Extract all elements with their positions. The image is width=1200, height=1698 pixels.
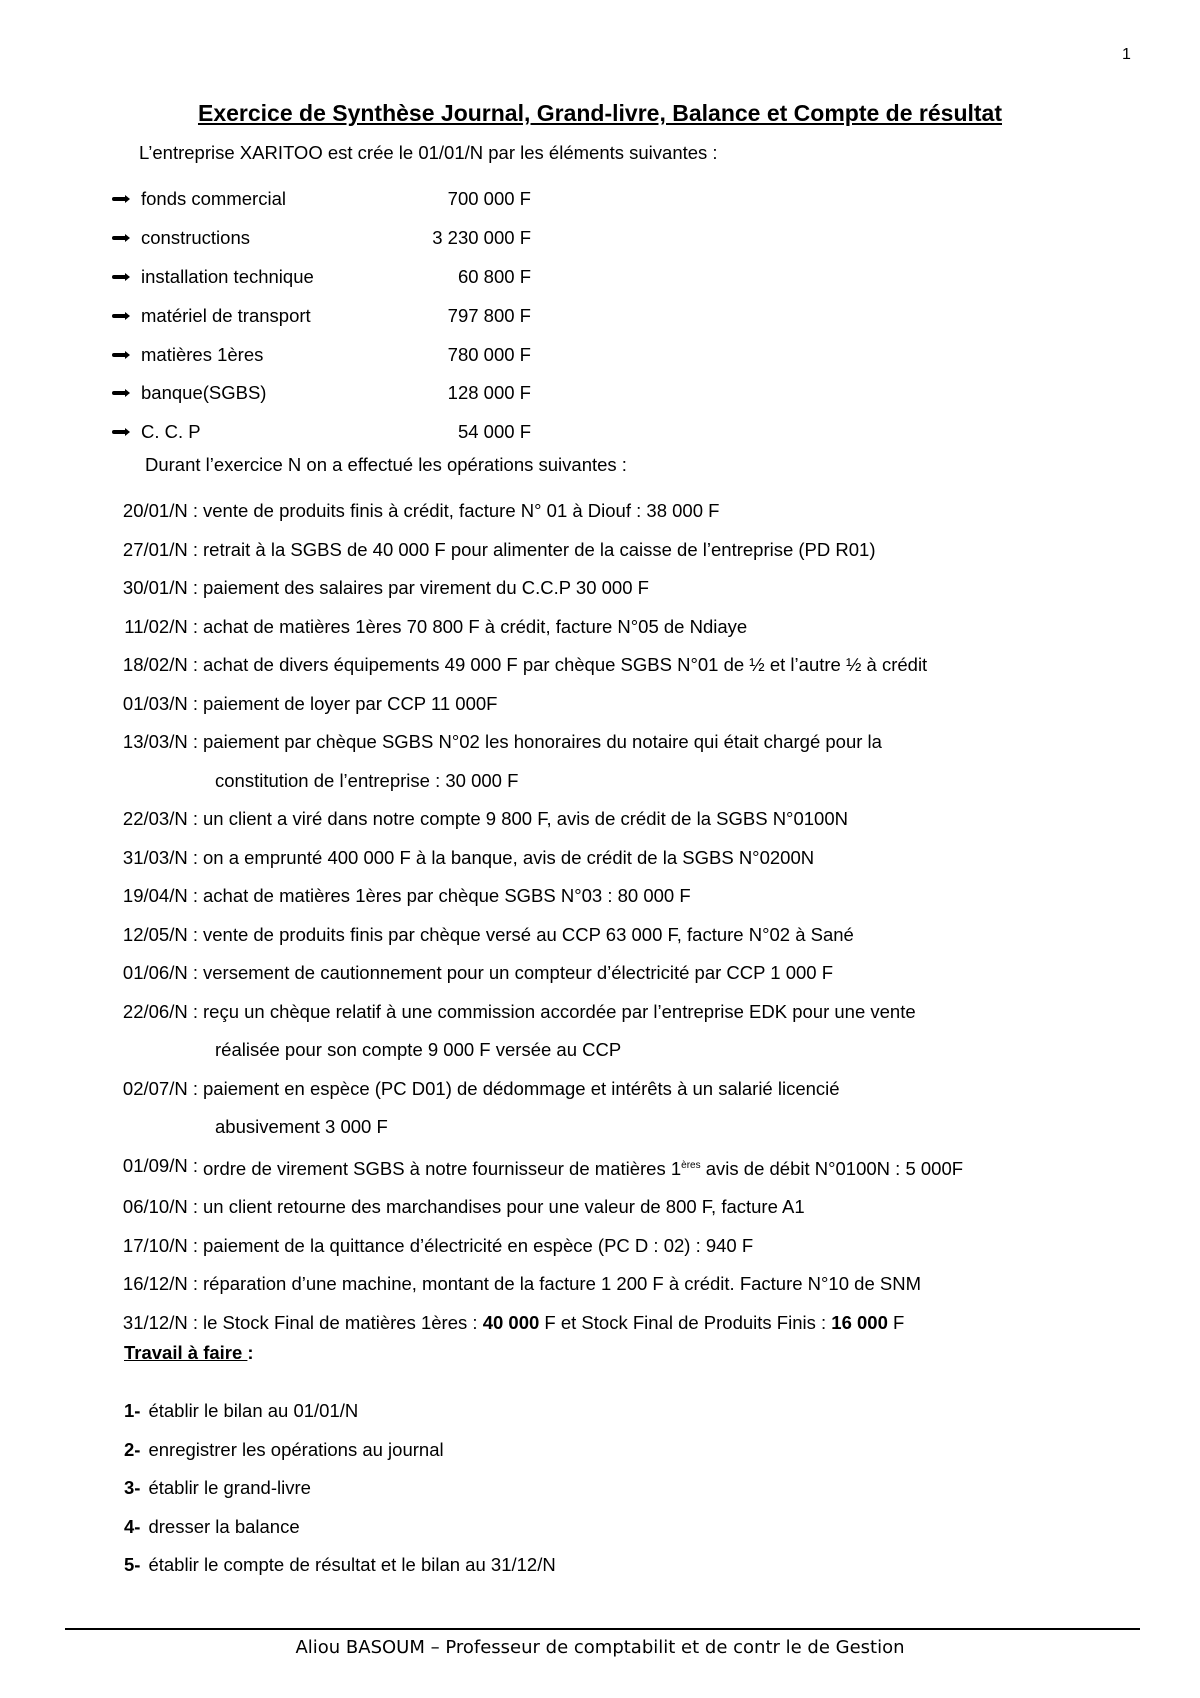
task-number: 4- bbox=[124, 1515, 141, 1537]
operation-date: 19/04/N : bbox=[122, 885, 198, 906]
list-item bbox=[112, 413, 531, 452]
operation-date: 16/12/N : bbox=[122, 1273, 198, 1295]
asset-amount: 797 800 F bbox=[447, 304, 531, 326]
arrow-bullet-icon bbox=[112, 236, 127, 240]
footer-divider bbox=[65, 1628, 1140, 1630]
asset-name: matériel de transport bbox=[141, 304, 311, 326]
list-item bbox=[124, 1546, 556, 1585]
operation-date: 12/05/N : bbox=[122, 923, 198, 945]
task-text: enregistrer les opérations au journal bbox=[148, 1438, 444, 1460]
task-number: 3- bbox=[124, 1477, 141, 1498]
operation-date: 02/07/N : bbox=[122, 1077, 198, 1099]
task-text: établir le bilan au 01/01/N bbox=[148, 1400, 359, 1421]
operation-date: 22/03/N : bbox=[122, 808, 198, 829]
operations-list bbox=[90, 492, 1133, 1342]
operation-text: versement de cautionnement pour un compteur d’électricité par CCP 1 000 F bbox=[203, 962, 834, 983]
operation-text: vente de produits finis par chèque versé au CCP 63 000 F, facture N°02 à Sané bbox=[203, 923, 854, 945]
arrow-bullet-icon bbox=[112, 353, 127, 357]
operation-text: paiement par chèque SGBS N°02 les honoraires du notaire qui était chargé pour la bbox=[203, 731, 882, 752]
task-text: dresser la balance bbox=[148, 1515, 300, 1537]
operation-text-end: avis de débit N°0100N : 5 000F bbox=[700, 1157, 964, 1179]
page-number: 1 bbox=[1122, 46, 1131, 63]
asset-amount: 60 800 F bbox=[457, 265, 531, 287]
asset-name: constructions bbox=[141, 227, 250, 249]
list-item bbox=[112, 219, 531, 258]
operation-row bbox=[90, 1188, 1133, 1227]
operations-intro: Durant l’exercice N on a effectué les opérations suivantes : bbox=[145, 454, 627, 475]
operation-date: 17/10/N : bbox=[122, 1234, 198, 1256]
operation-text: reçu un chèque relatif à une commission accordée par l’entreprise EDK pour une vente bbox=[203, 1000, 916, 1022]
stock-value-finished: 16 000 bbox=[831, 1311, 888, 1333]
operation-row bbox=[90, 608, 1133, 647]
list-item bbox=[112, 374, 531, 413]
operation-text: achat de matières 1ères par chèque SGBS N°03 : 80 000 F bbox=[203, 885, 691, 906]
operation-text: vente de produits finis à crédit, facture N° 01 à Diouf : 38 000 F bbox=[203, 500, 720, 521]
list-item bbox=[112, 258, 531, 297]
operation-text-block bbox=[203, 1147, 1133, 1189]
asset-amount: 128 000 F bbox=[447, 382, 531, 404]
tasks-list bbox=[124, 1392, 556, 1585]
list-item bbox=[124, 1508, 556, 1547]
operation-text: un client a viré dans notre compte 9 800 F, avis de crédit de la SGBS N°0100N bbox=[203, 808, 848, 829]
asset-amount: 54 000 F bbox=[457, 421, 531, 443]
list-item bbox=[124, 1392, 556, 1431]
operation-row bbox=[90, 569, 1133, 608]
task-text: établir le grand-livre bbox=[148, 1477, 311, 1498]
asset-name: banque(SGBS) bbox=[141, 382, 267, 404]
task-number: 2- bbox=[124, 1438, 141, 1460]
operation-text: retrait à la SGBS de 40 000 F pour alimenter de la caisse de l’entreprise (PD R01) bbox=[203, 538, 876, 560]
operation-row bbox=[90, 839, 1133, 878]
tasks-heading bbox=[124, 1342, 254, 1364]
operation-date: 01/06/N : bbox=[122, 962, 198, 983]
operation-date: 11/02/N : bbox=[124, 615, 198, 637]
asset-amount: 700 000 F bbox=[447, 188, 531, 210]
arrow-bullet-icon bbox=[112, 430, 127, 434]
operation-date: 13/03/N : bbox=[122, 731, 198, 752]
operation-row bbox=[90, 1147, 1133, 1189]
operation-text: un client retourne des marchandises pour une valeur de 800 F, facture A1 bbox=[203, 1196, 805, 1218]
task-number: 5- bbox=[124, 1554, 141, 1575]
operation-text-block bbox=[203, 1070, 1133, 1147]
operation-row bbox=[90, 723, 1133, 800]
operation-date: 01/09/N : bbox=[122, 1154, 198, 1176]
asset-amount: 780 000 F bbox=[447, 343, 531, 365]
operation-date: 20/01/N : bbox=[122, 500, 198, 521]
operation-text: réparation d’une machine, montant de la facture 1 200 F à crédit. Facture N°10 de SNM bbox=[203, 1273, 921, 1295]
footer-text: Aliou BASOUM – Professeur de comptabilit et de contr le de Gestion bbox=[295, 1637, 905, 1658]
asset-name: C. C. P bbox=[141, 421, 201, 443]
operation-row bbox=[90, 531, 1133, 570]
operation-row bbox=[90, 646, 1133, 685]
operation-date: 27/01/N : bbox=[122, 538, 198, 560]
arrow-bullet-icon bbox=[112, 391, 127, 395]
arrow-bullet-icon bbox=[112, 197, 127, 201]
operation-text-block bbox=[203, 1304, 1133, 1343]
superscript: ères bbox=[681, 1159, 701, 1171]
operation-text-block bbox=[203, 723, 1133, 800]
asset-amount: 3 230 000 F bbox=[432, 227, 531, 249]
operation-row bbox=[90, 954, 1133, 993]
operation-row bbox=[90, 1304, 1133, 1343]
asset-name: matières 1ères bbox=[141, 343, 264, 365]
list-item bbox=[124, 1431, 556, 1470]
operation-row bbox=[90, 1265, 1133, 1304]
operation-date: 31/12/N : bbox=[122, 1311, 198, 1333]
arrow-bullet-icon bbox=[112, 314, 127, 318]
operation-row bbox=[90, 685, 1133, 724]
operation-date: 31/03/N : bbox=[122, 846, 198, 868]
list-item bbox=[124, 1469, 556, 1508]
operation-text: le Stock Final de matières 1ères : bbox=[203, 1311, 483, 1333]
operation-row bbox=[90, 877, 1133, 916]
operation-row bbox=[90, 800, 1133, 839]
operation-text-block bbox=[203, 993, 1133, 1070]
operation-text-continued: constitution de l’entreprise : 30 000 F bbox=[215, 769, 519, 791]
operation-date: 01/03/N : bbox=[122, 692, 198, 714]
operation-date: 30/01/N : bbox=[122, 577, 198, 598]
operation-row bbox=[90, 1227, 1133, 1266]
operation-text: ordre de virement SGBS à notre fournisseur de matières 1 bbox=[203, 1157, 682, 1179]
tasks-title: Travail à faire bbox=[124, 1342, 248, 1363]
list-item bbox=[112, 335, 531, 374]
stock-value-raw: 40 000 bbox=[482, 1311, 540, 1333]
assets-list bbox=[112, 180, 531, 452]
operation-text-continued: abusivement 3 000 F bbox=[215, 1116, 388, 1137]
operation-text: paiement des salaires par virement du C.C.P 30 000 F bbox=[203, 577, 649, 598]
operation-row bbox=[90, 1070, 1133, 1147]
operation-text-continued: réalisée pour son compte 9 000 F versée au CCP bbox=[215, 1039, 622, 1060]
operation-row bbox=[90, 492, 1133, 531]
operation-text: on a emprunté 400 000 F à la banque, avis de crédit de la SGBS N°0200N bbox=[203, 846, 815, 868]
operation-row bbox=[90, 993, 1133, 1070]
asset-name: fonds commercial bbox=[141, 188, 286, 210]
task-number: 1- bbox=[124, 1400, 141, 1421]
operation-text-end: F bbox=[887, 1311, 905, 1333]
asset-name: installation technique bbox=[141, 265, 314, 287]
list-item bbox=[112, 180, 531, 219]
operation-row bbox=[90, 916, 1133, 955]
operation-date: 22/06/N : bbox=[122, 1000, 198, 1022]
arrow-bullet-icon bbox=[112, 275, 127, 279]
operation-text: achat de matières 1ères 70 800 F à crédit, facture N°05 de Ndiaye bbox=[203, 615, 748, 637]
page-title: Exercice de Synthèse Journal, Grand-livre, Balance et Compte de résultat bbox=[197, 100, 1002, 126]
operation-text: paiement de la quittance d’électricité en espèce (PC D : 02) : 940 F bbox=[203, 1234, 754, 1256]
operation-text-mid: F et Stock Final de Produits Finis : bbox=[539, 1311, 832, 1333]
operation-text: paiement de loyer par CCP 11 000F bbox=[203, 692, 498, 714]
operation-text: paiement en espèce (PC D01) de dédommage et intérêts à un salarié licencié bbox=[203, 1077, 840, 1099]
task-text: établir le compte de résultat et le bilan au 31/12/N bbox=[148, 1554, 556, 1575]
operation-date: 06/10/N : bbox=[122, 1196, 198, 1218]
tasks-colon: : bbox=[247, 1342, 254, 1363]
intro-text: L’entreprise XARITOO est crée le 01/01/N par les éléments suivantes : bbox=[139, 142, 718, 163]
operation-date: 18/02/N : bbox=[122, 654, 198, 675]
list-item bbox=[112, 296, 531, 335]
operation-text: achat de divers équipements 49 000 F par chèque SGBS N°01 de ½ et l’autre ½ à crédit bbox=[203, 654, 928, 675]
